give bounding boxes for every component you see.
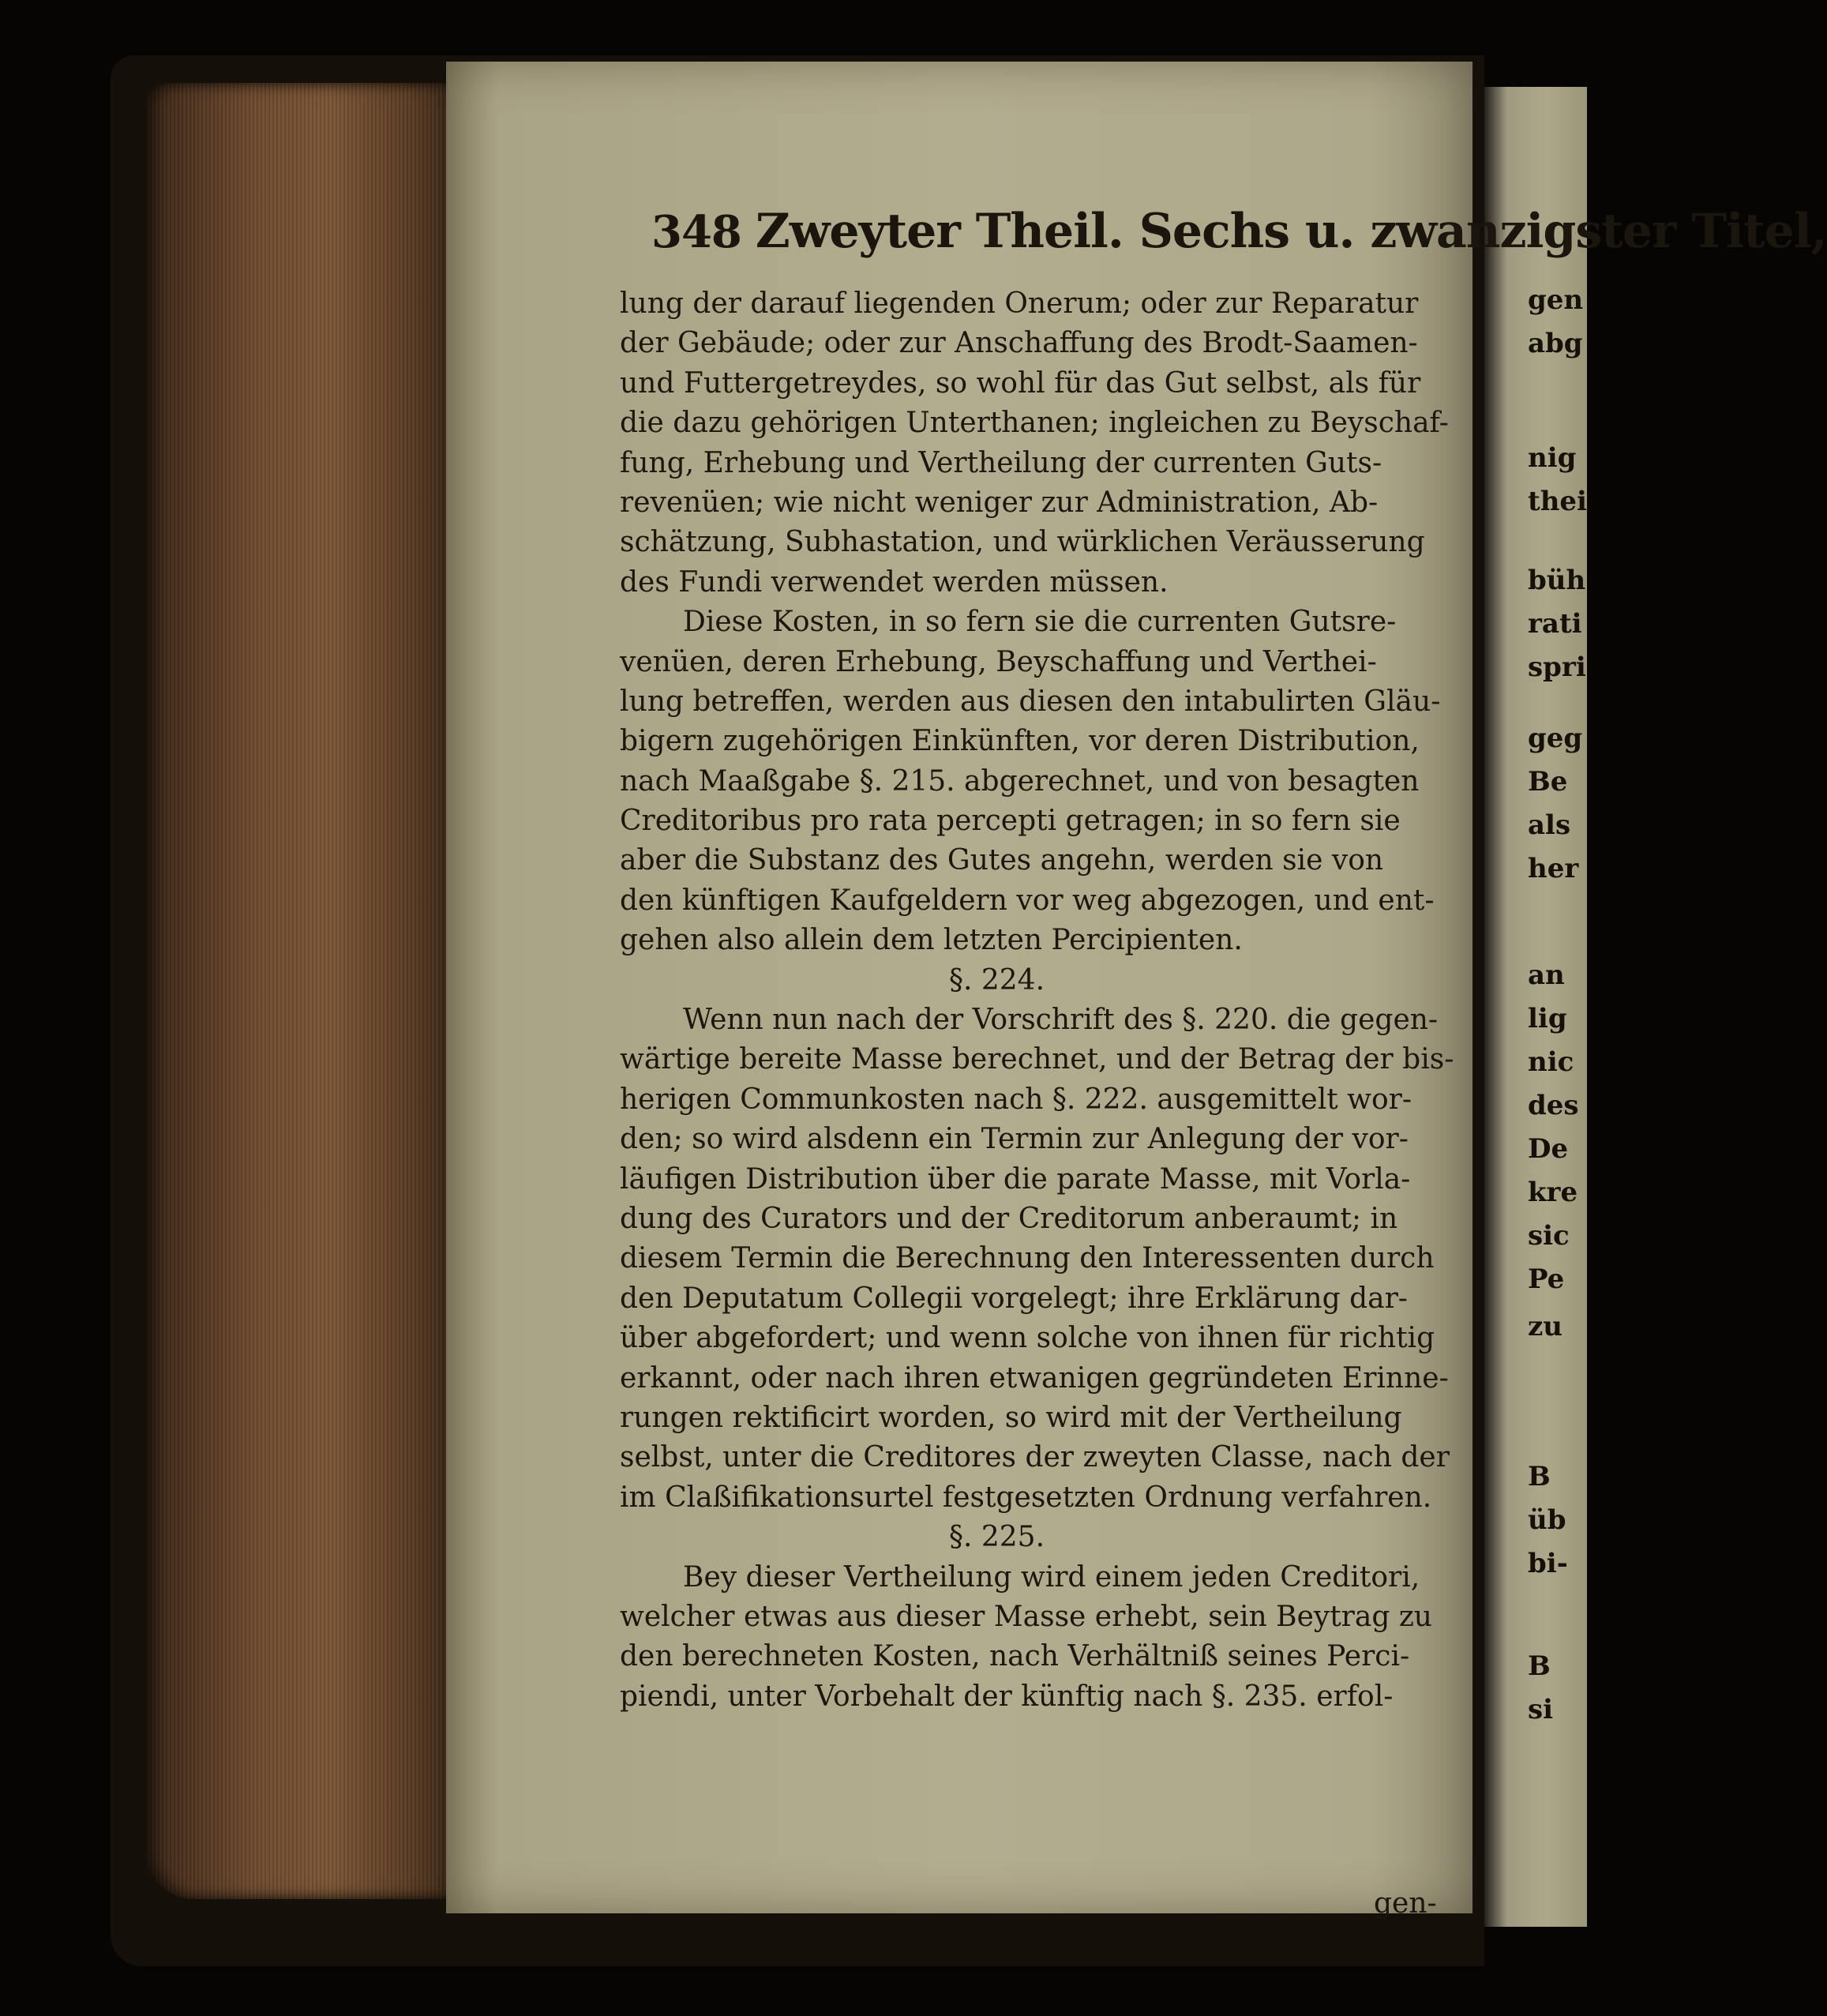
running-head (651, 204, 1827, 275)
facing-page-fragment: des (1528, 1090, 1579, 1121)
text-line: erkannt, oder nach ihren etwanigen gegründeten Erinne- (620, 1361, 1449, 1395)
facing-page-fragment: an (1528, 959, 1565, 991)
facing-page-fragment: spri (1528, 651, 1586, 683)
text-line: dung des Curators und der Creditorum anberaumt; in (620, 1202, 1398, 1235)
facing-page-fragment: bi- (1528, 1548, 1568, 1579)
facing-page-fragment: B (1528, 1461, 1551, 1492)
facing-page-fragment: rati (1528, 608, 1582, 640)
facing-page-fragment: nig (1528, 442, 1577, 474)
text-line: über abgefordert; und wenn solche von ihnen für richtig (620, 1322, 1435, 1355)
text-line: aber die Substanz des Gutes angehn, werden sie von (620, 844, 1384, 877)
facing-page-fragment: zu (1528, 1311, 1563, 1342)
facing-page-fragment: Pe (1528, 1263, 1565, 1295)
text-line: und Futtergetreydes, so wohl für das Gut selbst, als für (620, 366, 1421, 400)
facing-page-fragment: als (1528, 809, 1571, 841)
facing-page-fragment: nic (1528, 1046, 1574, 1078)
text-line: den berechneten Kosten, nach Verhältniß seines Perci- (620, 1640, 1410, 1673)
text-line: selbst, unter die Creditores der zweyten Classe, nach der (620, 1441, 1450, 1474)
facing-page-fragment: üb (1528, 1504, 1566, 1536)
text-line: den künftigen Kaufgeldern vor weg abgezogen, und ent- (620, 884, 1435, 917)
text-line: rungen rektificirt worden, so wird mit der Vertheilung (620, 1401, 1402, 1434)
text-line: piendi, unter Vorbehalt der künftig nach §. 235. erfol- (620, 1680, 1394, 1713)
text-line: lung betreffen, werden aus diesen den intabulirten Gläu- (620, 685, 1441, 718)
facing-page-fragment: B (1528, 1650, 1551, 1682)
text-line: Bey dieser Vertheilung wird einem jeden Creditori, (683, 1560, 1420, 1594)
text-line: fung, Erhebung und Vertheilung der currenten Guts- (620, 446, 1382, 479)
text-line: welcher etwas aus dieser Masse erhebt, sein Beytrag zu (620, 1600, 1432, 1633)
section-heading: §. 224. (948, 963, 1045, 997)
facing-page-fragment: büh (1528, 565, 1586, 596)
text-line: lung der darauf liegenden Onerum; oder zur Reparatur (620, 287, 1419, 320)
facing-page-fragment: De (1528, 1133, 1569, 1165)
text-line: venüen, deren Erhebung, Beyschaffung und Verthei- (620, 645, 1377, 678)
facing-page-fragment: lig (1528, 1003, 1567, 1034)
text-line: revenüen; wie nicht weniger zur Administration, Ab- (620, 486, 1379, 519)
running-head-title: Zweyter Theil. Sechs u. zwanzigster Titel, (755, 204, 1827, 259)
text-line: gehen also allein dem letzten Percipienten. (620, 924, 1243, 957)
catchword: gen- (1374, 1887, 1437, 1920)
text-line: herigen Communkosten nach §. 222. ausgemittelt wor- (620, 1083, 1412, 1116)
facing-page-fragment: thei (1528, 486, 1587, 517)
facing-page-fragment: Be (1528, 766, 1568, 798)
text-line: Wenn nun nach der Vorschrift des §. 220. die gegen- (683, 1004, 1439, 1037)
text-line: nach Maaßgabe §. 215. abgerechnet, und von besagten (620, 764, 1420, 798)
text-line: wärtige bereite Masse berechnet, und der Betrag der bis- (620, 1043, 1454, 1076)
text-line: im Claßifikationsurtel festgesetzten Ordnung verfahren. (620, 1481, 1432, 1514)
page-number: 348 (651, 206, 741, 258)
facing-page-fragment: her (1528, 853, 1579, 884)
facing-page-fragment: abg (1528, 328, 1583, 359)
page-body-text (620, 284, 1476, 1717)
text-line: Creditoribus pro rata percepti getragen; in so fern sie (620, 805, 1401, 838)
text-line: Diese Kosten, in so fern sie die currenten Gutsre- (683, 606, 1397, 639)
text-line: den Deputatum Collegii vorgelegt; ihre Erklärung dar- (620, 1282, 1408, 1315)
text-line: die dazu gehörigen Unterthanen; ingleichen zu Beyschaf- (620, 407, 1449, 440)
text-line: der Gebäude; oder zur Anschaffung des Brodt-Saamen- (620, 327, 1418, 360)
book-page-edges (146, 83, 454, 1899)
text-line: des Fundi verwendet werden müssen. (620, 565, 1169, 599)
facing-page-fragment: gen (1528, 284, 1584, 316)
section-heading: §. 225. (948, 1521, 1045, 1554)
facing-page-fragment: geg (1528, 723, 1583, 754)
facing-page-fragment: sic (1528, 1220, 1570, 1252)
text-line: diesem Termin die Berechnung den Interessenten durch (620, 1242, 1435, 1275)
text-line: schätzung, Subhastation, und würklichen Veräusserung (620, 526, 1425, 559)
text-line: bigern zugehörigen Einkünften, vor deren Distribution, (620, 725, 1420, 758)
text-line: läufigen Distribution über die parate Masse, mit Vorla- (620, 1162, 1411, 1196)
text-line: den; so wird alsdenn ein Termin zur Anlegung der vor- (620, 1123, 1409, 1156)
facing-page-fragment: si (1528, 1694, 1554, 1725)
facing-page-fragment: kre (1528, 1177, 1578, 1208)
